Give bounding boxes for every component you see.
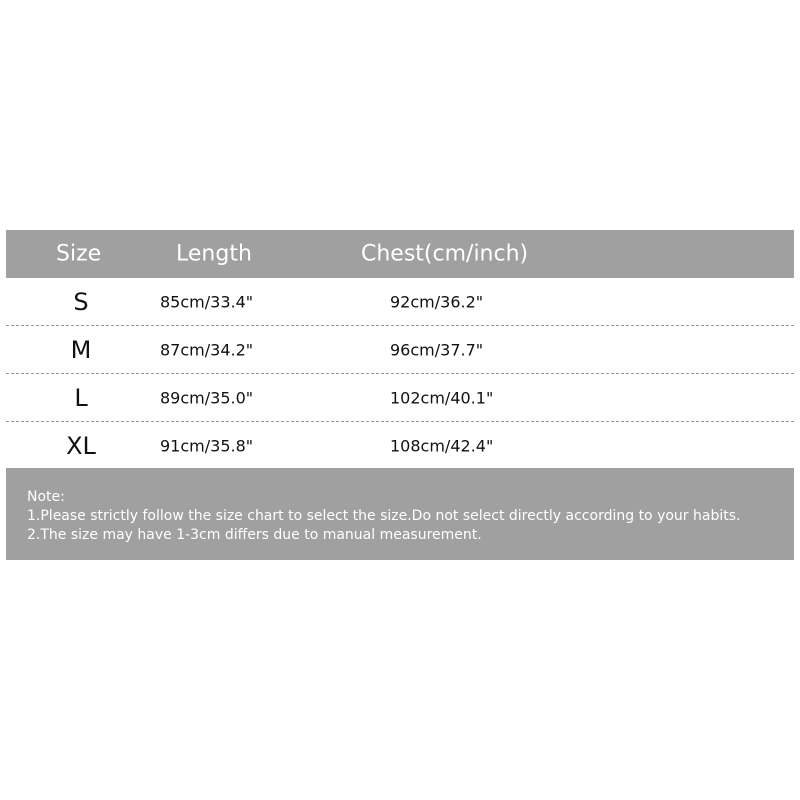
header-length: Length [176,241,252,267]
cell-length: 89cm/35.0" [160,388,254,407]
cell-size: M [70,335,92,364]
cell-length: 87cm/34.2" [160,340,254,359]
cell-chest: 96cm/37.7" [390,340,484,359]
note-title: Note: [27,489,65,505]
cell-chest: 108cm/42.4" [390,436,494,455]
note-box [6,468,794,560]
table-row [6,326,794,374]
note-line-2: 2.The size may have 1-3cm differs due to manual measurement. [27,527,482,543]
cell-size: L [74,383,88,412]
table-header [6,230,794,278]
cell-chest: 102cm/40.1" [390,388,494,407]
header-chest: Chest(cm/inch) [361,241,529,267]
note-line-1: 1.Please strictly follow the size chart to select the size.Do not select directly according to your habits. [27,508,741,524]
cell-length: 85cm/33.4" [160,292,254,311]
size-chart-table [6,230,794,469]
cell-chest: 92cm/36.2" [390,292,484,311]
table-row [6,422,794,469]
cell-length: 91cm/35.8" [160,436,254,455]
cell-size: XL [66,431,96,460]
header-size: Size [56,241,102,267]
cell-size: S [73,287,89,316]
table-row [6,374,794,422]
table-row [6,278,794,326]
